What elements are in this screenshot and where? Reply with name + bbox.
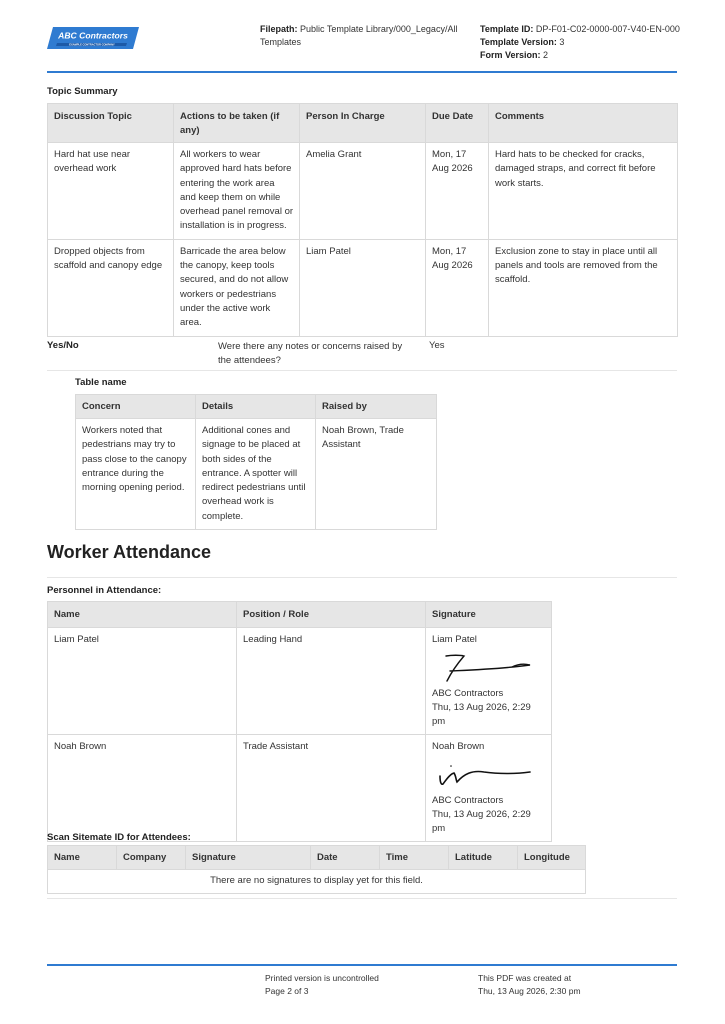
divider [47,370,677,371]
template-id-label: Template ID: [480,24,534,34]
sitemate-label: Scan Sitemate ID for Attendees: [47,832,191,843]
empty-message: There are no signatures to display yet for this field. [48,870,586,894]
template-id-value: DP-F01-C02-0000-007-V40-EN-000 [535,24,680,34]
signature-timestamp: Thu, 13 Aug 2026, 2:29 pm [432,809,531,834]
empty-row [48,870,586,894]
col-company: Company [117,846,186,870]
col-raised-by: Raised by [316,395,437,419]
cell-comments: Hard hats to be checked for cracks, damaged straps, and correct fit before work starts. [489,143,678,240]
signature-timestamp: Thu, 13 Aug 2026, 2:29 pm [432,702,531,727]
cell-due-date: Mon, 17 Aug 2026 [426,239,489,336]
cell-name: Liam Patel [48,628,237,735]
col-date: Date [311,846,380,870]
filepath-block [260,23,460,49]
yes-no-answer: Yes [429,340,445,351]
table-header-row [48,602,552,628]
table-header-row [48,104,678,143]
cell-comments: Exclusion zone to stay in place until all panels and tools are removed from the scaffold. [489,239,678,336]
concerns-table [75,394,437,530]
col-latitude: Latitude [449,846,518,870]
col-concern: Concern [76,395,196,419]
col-person-in-charge: Person In Charge [300,104,426,143]
cell-actions: Barricade the area below the canopy, keep tools secured, and do not allow workers or pedestrians under the active work area. [174,239,300,336]
signature-company: ABC Contractors [432,688,504,699]
table-row [48,628,552,735]
signature-image [432,653,532,683]
col-name: Name [48,846,117,870]
template-version-label: Template Version: [480,37,557,47]
col-details: Details [196,395,316,419]
col-signature: Signature [426,602,552,628]
sitemate-table [47,845,586,894]
cell-name: Noah Brown [48,735,237,842]
table-row [76,419,437,530]
company-logo [47,26,139,50]
cell-topic: Hard hat use near overhead work [48,143,174,240]
cell-role: Leading Hand [237,628,426,735]
topic-summary-table [47,103,678,337]
signature-company: ABC Contractors [432,795,504,806]
yes-no-label: Yes/No [47,340,79,351]
footer-divider [47,964,677,966]
divider [47,898,677,899]
form-version-value: 2 [543,50,549,60]
signature-name: Liam Patel [432,634,477,645]
cell-topic: Dropped objects from scaffold and canopy edge [48,239,174,336]
yes-no-question: Were there any notes or concerns raised by the attendees? [218,341,403,366]
cell-role: Trade Assistant [237,735,426,842]
cell-due-date: Mon, 17 Aug 2026 [426,143,489,240]
cell-raised-by: Noah Brown, Trade Assistant [316,419,437,530]
template-info-block [480,23,680,62]
table-row [48,143,678,240]
logo-subtext: EXAMPLE CONTRACTOR COMPANY [69,43,115,47]
concerns-table-label: Table name [75,377,127,388]
col-due-date: Due Date [426,104,489,143]
header-divider [47,71,677,73]
col-actions: Actions to be taken (if any) [174,104,300,143]
attendance-table [47,601,552,842]
col-signature: Signature [186,846,311,870]
signature-image [432,760,532,790]
logo-text: ABC Contractors [58,30,128,41]
col-time: Time [380,846,449,870]
personnel-label: Personnel in Attendance: [47,585,162,596]
cell-details: Additional cones and signage to be placed at both sides of the entrance. A spotter will redirect pedestrians until overhead work is complete. [196,419,316,530]
form-version-label: Form Version: [480,50,541,60]
table-header-row [48,846,586,870]
table-row [48,735,552,842]
footer-print-note [265,972,379,998]
col-comments: Comments [489,104,678,143]
page-number: Page 2 of 3 [265,986,309,996]
page-header [47,20,680,72]
filepath-value: Public Template Library/000_Legacy/All Templates [260,24,458,47]
cell-signature [426,628,552,735]
col-discussion-topic: Discussion Topic [48,104,174,143]
table-row [48,239,678,336]
col-longitude: Longitude [518,846,586,870]
signature-name: Noah Brown [432,741,485,752]
template-version-value: 3 [559,37,565,47]
cell-person: Amelia Grant [300,143,426,240]
footer-created [478,972,581,998]
divider [47,577,677,578]
filepath-label: Filepath: [260,24,298,34]
cell-concern: Workers noted that pedestrians may try to pass close to the canopy entrance during the morning opening period. [76,419,196,530]
section-title: Worker Attendance [47,542,212,562]
col-name: Name [48,602,237,628]
cell-person: Liam Patel [300,239,426,336]
table-header-row [76,395,437,419]
created-label: This PDF was created at [478,973,572,983]
col-position: Position / Role [237,602,426,628]
topic-summary-label: Topic Summary [47,86,118,97]
cell-actions: All workers to wear approved hard hats before entering the work area and keep them on while overhead panel removal or installation is in progress. [174,143,300,240]
cell-signature [426,735,552,842]
created-value: Thu, 13 Aug 2026, 2:30 pm [478,986,581,996]
uncontrolled-note: Printed version is uncontrolled [265,973,379,983]
